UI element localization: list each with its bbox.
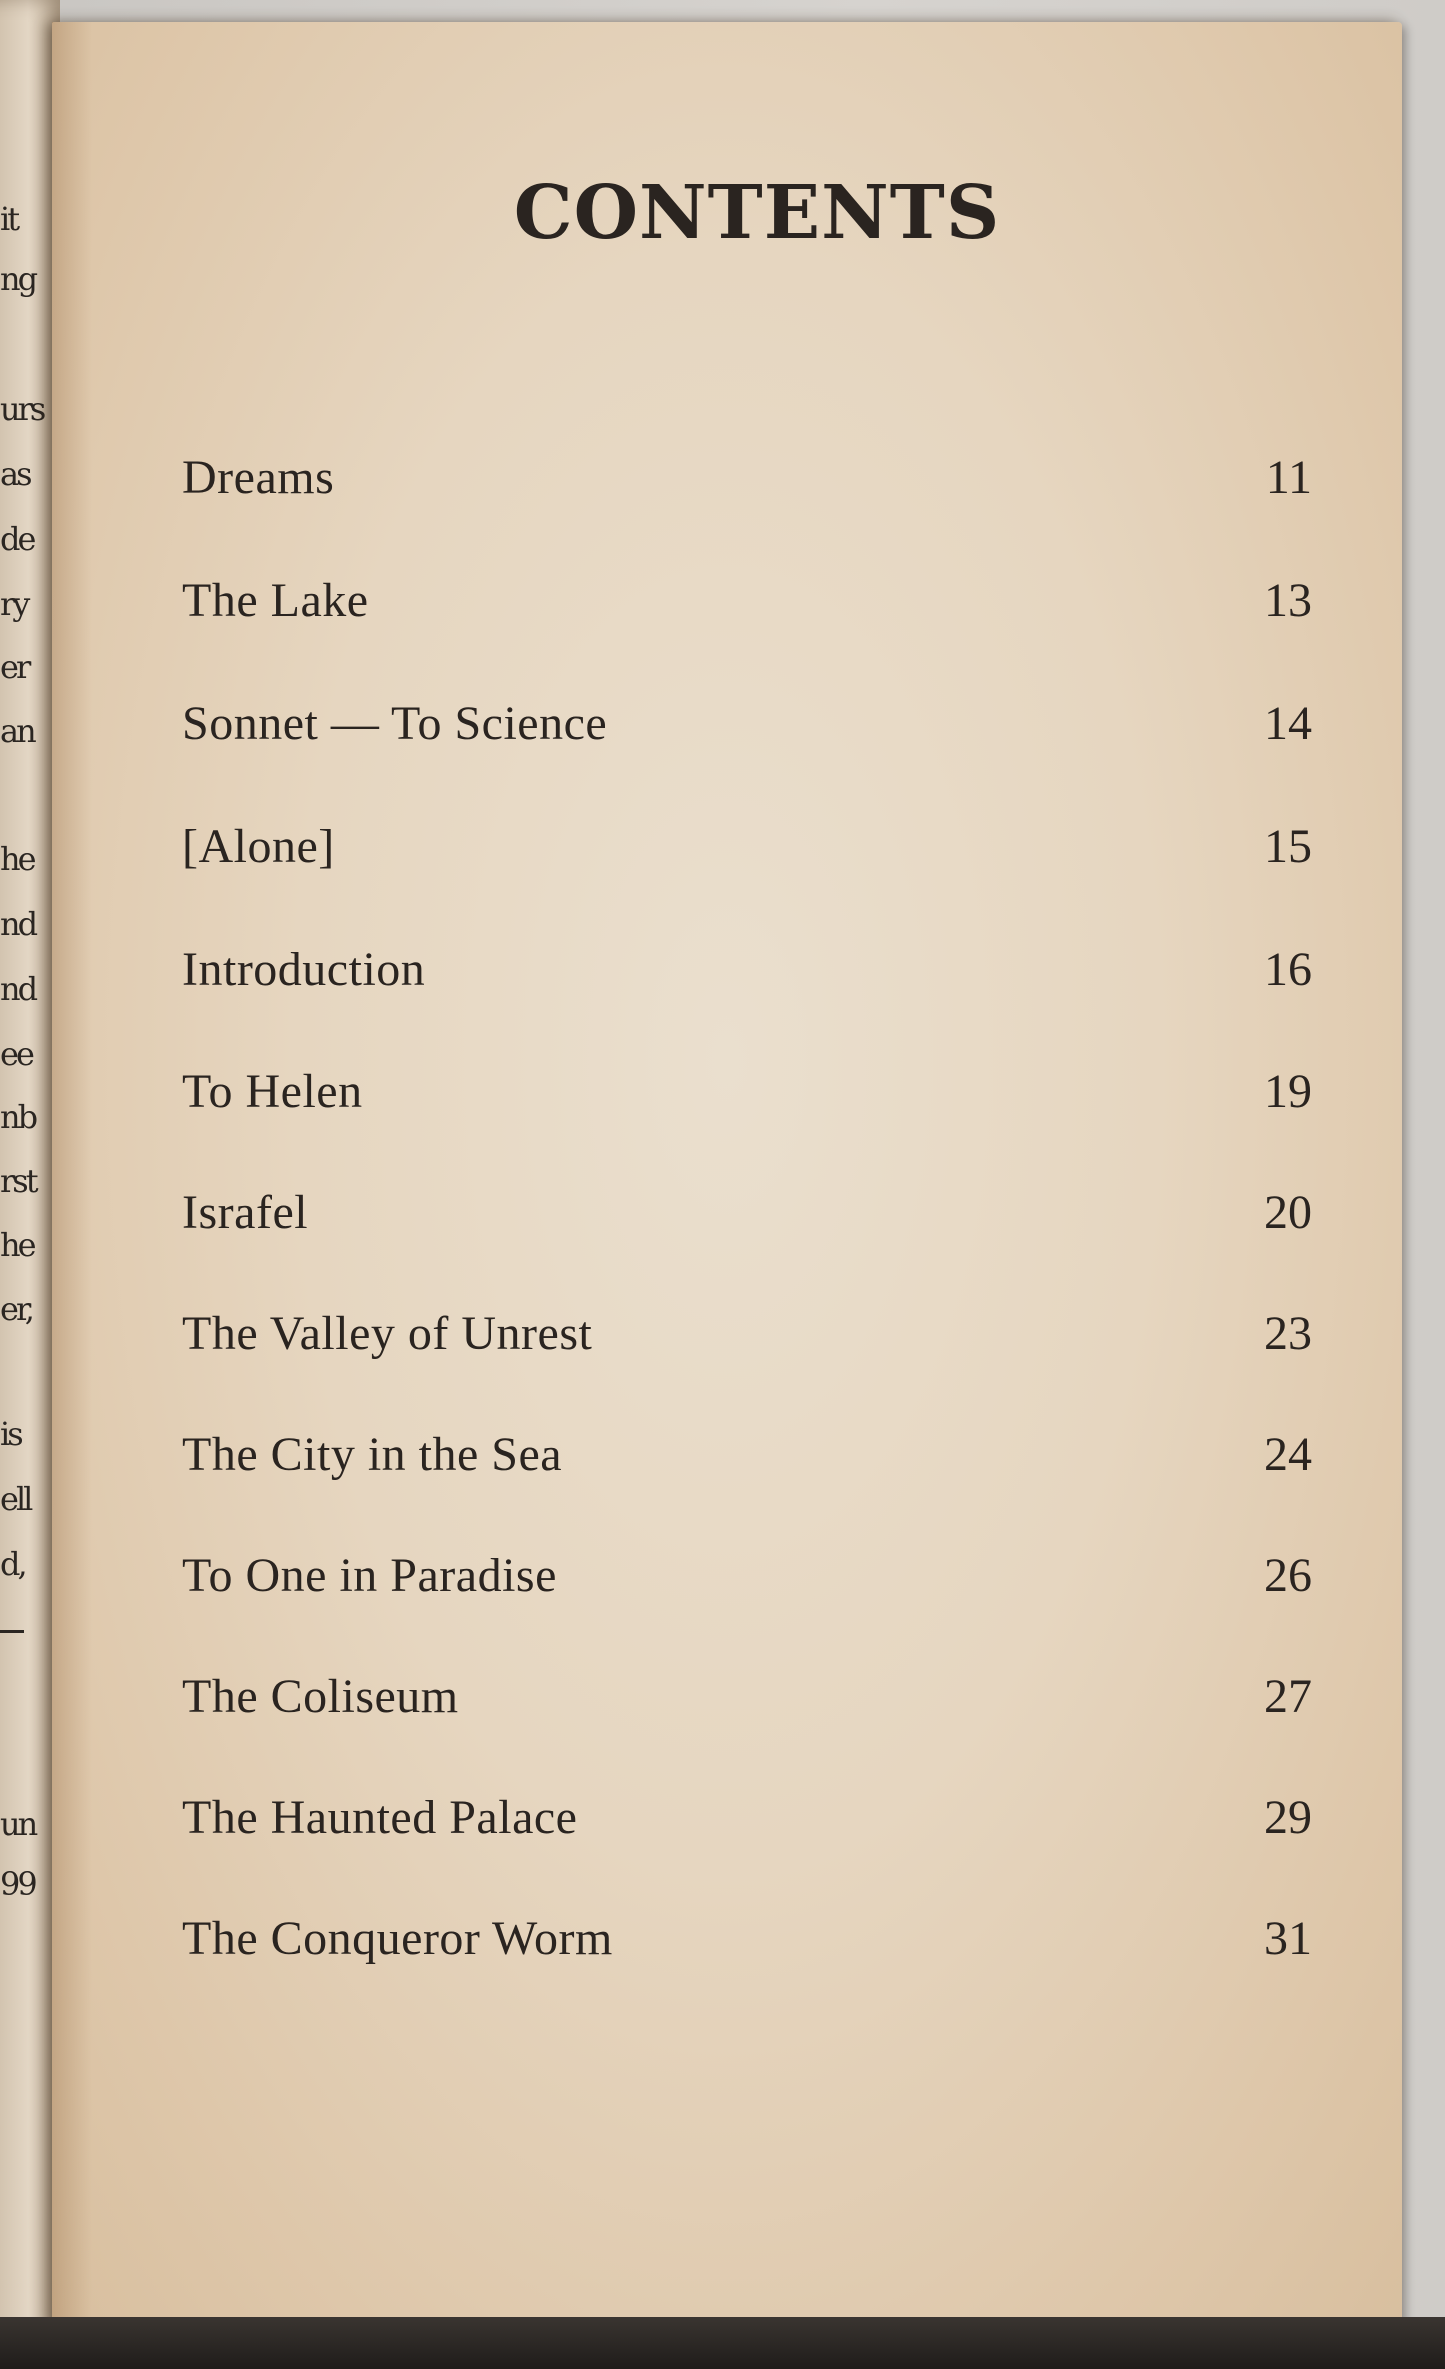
- facing-page-fragment: 99: [0, 1865, 35, 1903]
- toc-entry-title: To One in Paradise: [182, 1549, 557, 1602]
- toc-entry: [182, 450, 1312, 510]
- toc-entry-title: Sonnet — To Science: [182, 697, 608, 750]
- toc-entry: [182, 1790, 1312, 1850]
- toc-entry: [182, 1669, 1312, 1729]
- facing-page-fragment: er,: [0, 1290, 32, 1328]
- toc-entry: [182, 696, 1312, 756]
- facing-page-fragment: nd: [0, 970, 36, 1008]
- toc-entry-page: 29: [1264, 1791, 1312, 1844]
- contents-page: [52, 22, 1402, 2327]
- facing-page-fragment: it: [0, 200, 18, 238]
- facing-page-fragment: ng: [0, 260, 36, 298]
- facing-page-fragment: un: [0, 1805, 36, 1843]
- facing-page-fragment: d,: [0, 1545, 25, 1583]
- toc-entry-title: Introduction: [182, 943, 426, 996]
- toc-entry-page: 26: [1264, 1549, 1312, 1602]
- facing-page-fragment: ee: [0, 1035, 32, 1073]
- toc-entry-page: 19: [1264, 1065, 1312, 1118]
- toc-entry-title: To Helen: [182, 1065, 363, 1118]
- toc-entry: [182, 1548, 1312, 1608]
- toc-entry-title: The Coliseum: [182, 1670, 459, 1723]
- facing-page-fragment: nd: [0, 905, 36, 943]
- facing-page-fragment: is: [0, 1415, 21, 1453]
- facing-page-fragment: ry: [0, 585, 28, 623]
- table-surface: [0, 2317, 1445, 2369]
- facing-page-fragment: er: [0, 648, 29, 686]
- toc-entry-title: The City in the Sea: [182, 1428, 563, 1481]
- facing-page-fragment: de: [0, 520, 34, 558]
- facing-page-fragment: ell: [0, 1480, 31, 1518]
- toc-entry-title: The Valley of Unrest: [182, 1307, 593, 1360]
- toc-entry-title: Dreams: [182, 451, 335, 504]
- toc-entry-page: 31: [1264, 1912, 1312, 1965]
- toc-entry-title: The Conqueror Worm: [182, 1912, 613, 1965]
- toc-entry-title: The Lake: [182, 574, 369, 627]
- facing-page-edge: [0, 0, 60, 2340]
- facing-page-fragment: he: [0, 1226, 34, 1264]
- toc-entry: [182, 1911, 1312, 1971]
- toc-entry-page: 20: [1264, 1186, 1312, 1239]
- facing-page-fragment: nb: [0, 1098, 36, 1136]
- facing-page-text-fragments: [0, 0, 44, 2340]
- toc-entry-page: 15: [1264, 820, 1312, 873]
- toc-entry-page: 24: [1264, 1428, 1312, 1481]
- toc-entry-title: The Haunted Palace: [182, 1791, 578, 1844]
- toc-entry: [182, 1185, 1312, 1245]
- toc-entry-page: 16: [1264, 943, 1312, 996]
- facing-page-rule: [0, 1630, 24, 1633]
- facing-page-fragment: urs: [0, 390, 44, 428]
- facing-page-fragment: rst: [0, 1162, 36, 1200]
- toc-entry-page: 11: [1265, 451, 1312, 504]
- toc-entry-page: 13: [1264, 574, 1312, 627]
- toc-entry-page: 23: [1264, 1307, 1312, 1360]
- toc-entry-page: 14: [1264, 697, 1312, 750]
- toc-entry: [182, 942, 1312, 1002]
- toc-entry: [182, 819, 1312, 879]
- toc-entry-title: [Alone]: [182, 820, 335, 873]
- facing-page-fragment: an: [0, 712, 34, 750]
- toc-entry: [182, 1427, 1312, 1487]
- page-title: CONTENTS: [513, 170, 1001, 256]
- facing-page-fragment: he: [0, 840, 34, 878]
- toc-entry-title: Israfel: [182, 1186, 309, 1239]
- toc-entry: [182, 1064, 1312, 1124]
- toc-entry: [182, 573, 1312, 633]
- facing-page-fragment: as: [0, 455, 30, 493]
- toc-entry-page: 27: [1264, 1670, 1312, 1723]
- toc-entry: [182, 1306, 1312, 1366]
